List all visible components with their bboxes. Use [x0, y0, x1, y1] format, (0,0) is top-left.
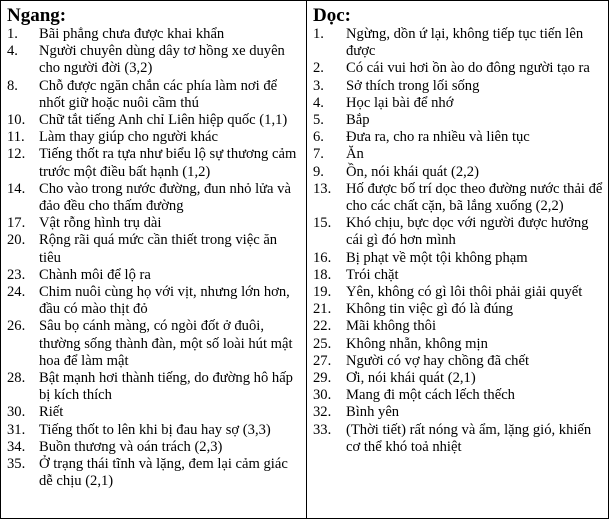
clue-number: 28.	[7, 370, 26, 387]
clue-number: 13.	[313, 180, 332, 197]
clue-text: Bắp	[346, 112, 370, 129]
down-clue	[311, 370, 604, 387]
clue-number: 14.	[7, 180, 26, 197]
across-clue	[5, 422, 302, 439]
clue-number: 23.	[7, 266, 26, 283]
clue-text: Yên, không có gì lôi thôi phải giải quyết	[346, 284, 583, 301]
down-clue	[311, 95, 604, 112]
clue-text: Người chuyên dùng dây tơ hồng xe duyên cho người đời (3,2)	[39, 43, 285, 77]
clue-text: Ồn, nói khái quát (2,2)	[346, 163, 479, 180]
clue-number: 1.	[7, 26, 18, 42]
across-clue	[5, 232, 302, 266]
clue-text: Hố được bố trí dọc theo đường nước thải để cho các chất cặn, bã lắng xuống (2,2)	[346, 180, 603, 215]
across-clue	[5, 129, 302, 146]
clue-number: 16.	[313, 249, 332, 266]
clue-number: 6.	[313, 129, 324, 146]
down-clue	[311, 387, 604, 404]
down-clue	[311, 267, 604, 284]
clue-number: 4.	[313, 94, 324, 111]
down-clue	[311, 78, 604, 95]
across-clue	[5, 456, 302, 490]
clue-number: 34.	[7, 438, 26, 455]
down-clue-list	[311, 26, 604, 456]
clue-number: 30.	[7, 404, 26, 421]
down-column	[307, 1, 608, 518]
down-clue	[311, 284, 604, 301]
clue-text: Cho vào trong nước đường, đun nhỏ lửa và đảo đều cho thấm đường	[39, 180, 291, 215]
down-clue	[311, 164, 604, 181]
clue-text: Khó chịu, bực dọc với người được hưởng cái gì đó hơn mình	[346, 215, 589, 249]
clue-text: Không tin việc gì đó là đúng	[346, 301, 513, 318]
down-clue	[311, 404, 604, 421]
clue-text: Rộng rãi quá mức cần thiết trong việc ăn tiêu	[39, 232, 278, 266]
clue-text: Sâu bọ cánh màng, có ngòi đốt ở đuôi, thường sống thành đàn, một số loài hút mật hoa để làm mật	[39, 318, 293, 369]
clue-number: 32.	[313, 404, 332, 421]
across-clue	[5, 43, 302, 77]
clue-text: Ở trạng thái tĩnh và lặng, đem lại cảm giác dễ chịu (2,1)	[39, 456, 288, 490]
clue-text: Ngừng, dồn ứ lại, không tiếp tục tiến lên được	[346, 26, 584, 60]
clue-number: 35.	[7, 456, 26, 473]
clue-number: 24.	[7, 284, 26, 301]
across-heading: Ngang:	[7, 5, 67, 26]
down-clue	[311, 318, 604, 335]
clue-text: Học lại bài để nhớ	[346, 94, 454, 111]
clue-number: 9.	[313, 163, 324, 180]
clue-number: 4.	[7, 43, 18, 60]
clue-number: 25.	[313, 335, 332, 352]
down-clue	[311, 422, 604, 456]
clue-text: (Thời tiết) rất nóng và ẩm, lặng gió, khiến cơ thể khó toả nhiệt	[346, 421, 592, 455]
clue-number: 5.	[313, 112, 324, 129]
clue-number: 21.	[313, 301, 332, 318]
down-clue	[311, 215, 604, 249]
clue-text: Bãi phẳng chưa được khai khẩn	[39, 26, 225, 42]
clue-text: Sở thích trong lối sống	[346, 77, 480, 94]
clue-number: 15.	[313, 215, 332, 232]
clue-number: 30.	[313, 387, 332, 404]
clue-text: Tiếng thốt to lên khi bị đau hay sợ (3,3)	[39, 421, 271, 438]
clue-text: Buồn thương và oán trách (2,3)	[39, 438, 223, 455]
clue-text: Bị phạt về một tội không phạm	[346, 249, 528, 266]
clue-text: Mãi không thôi	[346, 318, 436, 335]
down-clue	[311, 129, 604, 146]
clue-number: 29.	[313, 370, 332, 387]
across-clue	[5, 284, 302, 318]
clue-text: Không nhẵn, không mịn	[346, 335, 488, 352]
down-clue	[311, 60, 604, 77]
clue-text: Chữ tắt tiếng Anh chỉ Liên hiệp quốc (1,1)	[39, 112, 288, 129]
clue-text: Chim nuôi cùng họ với vịt, nhưng lớn hơn, đầu có mào thịt đỏ	[39, 284, 290, 318]
across-clue	[5, 112, 302, 129]
down-clue	[311, 301, 604, 318]
clue-text: Tiếng thốt ra tựa như biểu lộ sự thương cảm trước một điều bất hạnh (1,2)	[39, 146, 297, 180]
clue-number: 17.	[7, 215, 26, 232]
down-heading: Dọc:	[313, 5, 351, 26]
down-clue	[311, 146, 604, 163]
across-clue	[5, 439, 302, 456]
clue-text: Bình yên	[346, 404, 400, 421]
clue-number: 11.	[7, 129, 25, 146]
clue-text: Mang đi một cách lếch thếch	[346, 387, 515, 404]
clue-number: 33.	[313, 421, 332, 438]
clue-number: 31.	[7, 421, 26, 438]
clue-text: Vật rỗng hình trụ dài	[39, 215, 162, 232]
across-clue	[5, 267, 302, 284]
clue-text: Người có vợ hay chồng đã chết	[346, 352, 530, 369]
clue-number: 18.	[313, 266, 332, 283]
across-column	[1, 1, 307, 518]
down-clue	[311, 353, 604, 370]
clue-number: 19.	[313, 284, 332, 301]
across-clue	[5, 370, 302, 404]
clue-text: Đưa ra, cho ra nhiều và liên tục	[346, 129, 530, 146]
across-clue	[5, 318, 302, 370]
clue-number: 8.	[7, 77, 18, 94]
clue-text: Bật mạnh hơi thành tiếng, do đường hô hấp bị kích thích	[39, 370, 293, 404]
down-clue	[311, 250, 604, 267]
clue-text: Chành môi để lộ ra	[39, 266, 151, 283]
clue-text: Ăn	[346, 146, 364, 163]
across-clue	[5, 146, 302, 180]
clue-number: 7.	[313, 146, 324, 163]
clue-number: 26.	[7, 318, 26, 335]
down-clue	[311, 181, 604, 215]
clue-text: Làm thay giúp cho người khác	[39, 129, 218, 146]
across-clue	[5, 78, 302, 112]
clue-text: Chỗ được ngăn chắn các phía làm nơi để nhốt giữ hoặc nuôi cầm thú	[39, 77, 278, 111]
clue-text: Trói chặt	[346, 266, 399, 283]
across-clue	[5, 215, 302, 232]
clue-number: 27.	[313, 352, 332, 369]
across-clue	[5, 404, 302, 421]
clue-number: 2.	[313, 60, 324, 77]
down-clue	[311, 26, 604, 60]
clue-text: Riết	[39, 404, 64, 421]
down-clue	[311, 336, 604, 353]
clue-number: 12.	[7, 146, 26, 163]
clue-number: 1.	[313, 26, 324, 42]
clue-number: 10.	[7, 112, 26, 129]
across-clue-list	[5, 26, 302, 490]
clue-number: 22.	[313, 318, 332, 335]
clue-text: Ơi, nói khái quát (2,1)	[346, 370, 476, 387]
across-clue	[5, 181, 302, 215]
across-clue	[5, 26, 302, 43]
clue-text: Có cái vui hơi ồn ào do đông người tạo ra	[346, 60, 590, 77]
clue-number: 20.	[7, 232, 26, 249]
clue-number: 3.	[313, 77, 324, 94]
down-clue	[311, 112, 604, 129]
